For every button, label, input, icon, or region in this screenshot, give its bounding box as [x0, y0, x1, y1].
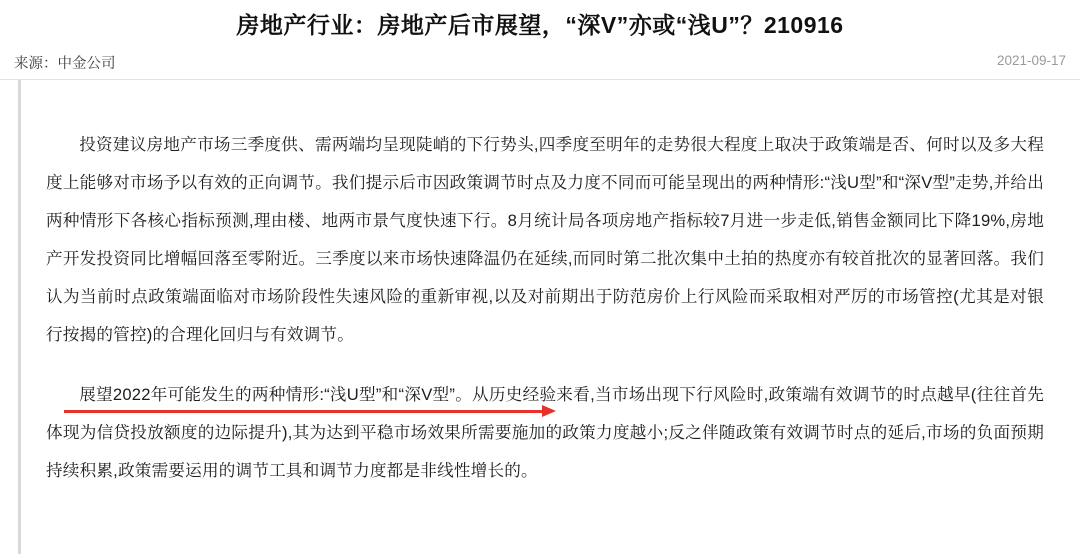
paragraph: 展望2022年可能发生的两种情形:“浅U型”和“深V型”。从历史经验来看,当市场出现下行风险时,政策端有效调节的时点越早(往往首先体现为信贷投放额度的边际提升),其为达到平稳市场效果所需要施加的政策力度越小;反之伴随政策有效调节时点的延后,市场的负面预期持续积累,政策需要运用的调节工具和调节力度都是非线性增长的。 — [46, 385, 1044, 480]
title-bar — [0, 0, 1080, 46]
source-label: 来源：中金公司 — [14, 56, 116, 72]
page-title: 房地产行业：房地产后市展望，“深V”亦或“浅U”？210916 — [236, 11, 844, 38]
article-body — [0, 80, 1080, 554]
article-content — [46, 126, 1044, 512]
meta-bar — [0, 46, 1080, 80]
publish-date: 2021-09-17 — [996, 53, 1066, 68]
paragraph: 投资建议房地产市场三季度供、需两端均呈现陡峭的下行势头,四季度至明年的走势很大程度上取决于政策端是否、何时以及多大程度上能够对市场予以有效的正向调节。我们提示后市因政策调节时点及力度不同而可能呈现出的两种情形:“浅U型”和“深V型”走势,并给出两种情形下各核心指标预测,理由楼、地两市景气度快速下行。8月统计局各项房地产指标较7月进一步走低,销售金额同比下降19%,房地产开发投资同比增幅回落至零附近。三季度以来市场快速降温仍在延续,而同时第二批次集中土拍的热度亦有较首批次的显著回落。我们认为当前时点政策端面临对市场阶段性失速风险的重新审视,以及对前期出于防范房价上行风险而采取相对严厉的市场管控(尤其是对银行按揭的管控)的合理化回归与有效调节。 — [46, 135, 1044, 344]
left-accent-rule — [18, 80, 21, 554]
